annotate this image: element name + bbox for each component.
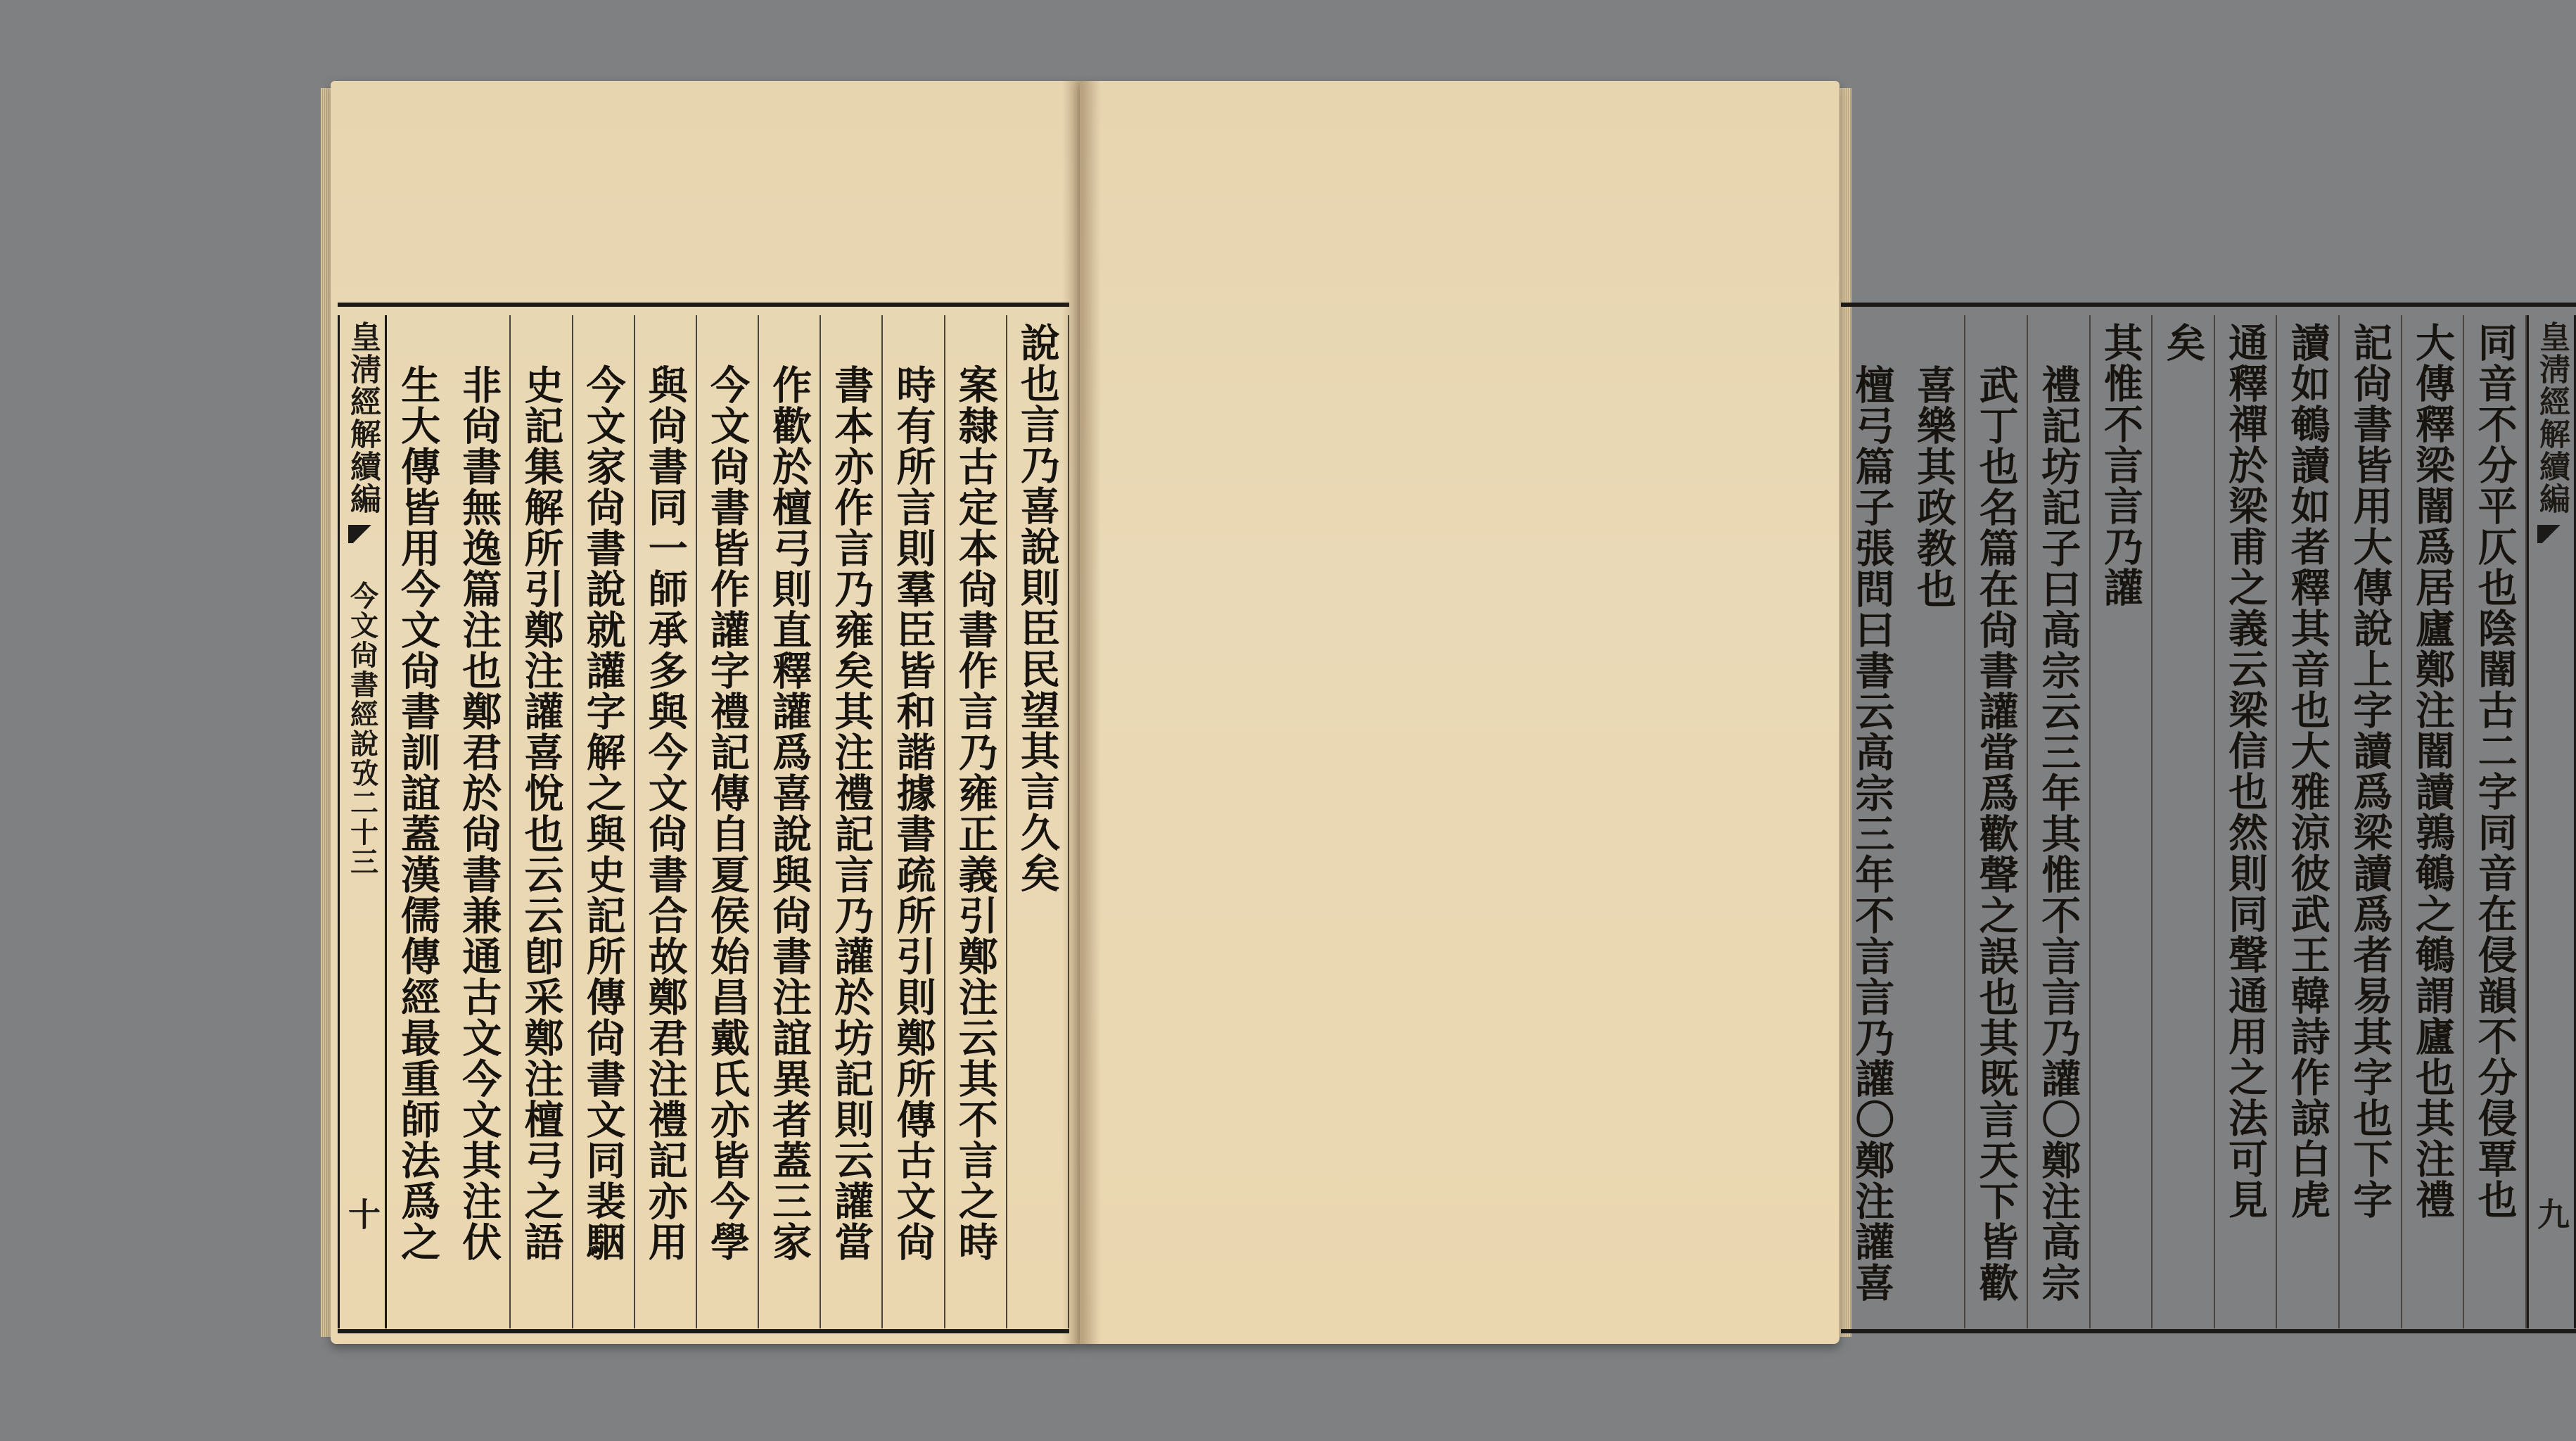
left-page: [331, 81, 1080, 1344]
text-column: 時有所言則羣臣皆和諧據書疏所引則鄭所傳古文尙: [883, 315, 945, 1328]
chapter-title: 今文尙書經說攷二十三: [345, 581, 379, 877]
fold-margin: [338, 315, 387, 1328]
text-column: 案隸古定本尙書作言乃雍正義引鄭注云其不言之時: [945, 315, 1007, 1328]
text-column: 通釋禪於梁甫之義云梁信也然則同聲通用之法可見: [2215, 315, 2278, 1328]
text-column: 生大傳皆用今文尙書訓誼蓋漢儒傳經最重師法爲之: [395, 364, 442, 1262]
text-column: 說也言乃喜說則臣民望其言久矣: [1007, 315, 1069, 1328]
fishtail-mark: [2537, 525, 2565, 543]
text-column: 武丁也名篇在尙書讙當爲歡聲之誤也其既言天下皆歡: [1965, 315, 2028, 1328]
fishtail-mark: [348, 525, 376, 543]
book-gutter: [1062, 81, 1101, 1344]
text-column: 非尙書無逸篇注也鄭君於尙書兼通古文今文其注伏: [449, 315, 511, 1328]
text-column: 讀如鵪讀如者釋其音也大雅涼彼武王韓詩作諒白虎: [2277, 315, 2340, 1328]
text-column: 與尙書同一師承多與今文尙書合故鄭君注禮記亦用: [635, 315, 697, 1328]
text-column: 矣: [2153, 315, 2215, 1328]
page-number: 九: [2532, 1198, 2570, 1230]
left-columns: [338, 307, 1069, 1329]
text-column: 其惟不言言乃讙: [2091, 315, 2153, 1328]
left-text-frame: [338, 303, 1069, 1333]
text-column: 今文尙書皆作讙字禮記傳自夏侯始昌戴氏亦皆今學: [697, 315, 759, 1328]
text-column: 喜樂其政教也: [1904, 315, 1966, 1328]
open-book: [331, 81, 2570, 1344]
book-title: 皇淸經解續編: [345, 321, 381, 515]
text-column: 同音不分平仄也陰闇古二字同音在侵韻不分侵覃也: [2464, 315, 2527, 1328]
text-column: 今文家尙書說就讙字解之與史記所傳尙書文同裴駰: [573, 315, 635, 1328]
text-column: 檀弓篇子張問曰書云高宗三年不言言乃讙〇鄭注讙喜: [1849, 364, 1896, 1303]
text-column: 禮記坊記子曰高宗云三年其惟不言言乃讙〇鄭注高宗: [2028, 315, 2091, 1328]
text-column: 作歡於檀弓則直釋讙爲喜說與尙書注誼異者蓋三家: [759, 315, 821, 1328]
right-page: [1080, 81, 2570, 1344]
text-column: 記尙書皆用大傳說上字讀爲梁讀爲者易其字也下字: [2340, 315, 2402, 1328]
right-text-frame: [1841, 303, 2576, 1333]
page-number: 十: [343, 1198, 381, 1230]
right-columns: [1841, 307, 2576, 1329]
book-title: 皇淸經解續編: [2534, 321, 2570, 515]
text-column: 史記集解所引鄭注讙喜悅也云云卽采鄭注檀弓之語: [511, 315, 573, 1328]
text-column: 大傳釋梁闇爲居廬鄭注闇讀鶉鵪之鵪謂廬也其注禮: [2402, 315, 2465, 1328]
text-column: 書本亦作言乃雍矣其注禮記言乃讙於坊記則云讙當: [821, 315, 883, 1328]
fold-margin: [2527, 315, 2576, 1328]
